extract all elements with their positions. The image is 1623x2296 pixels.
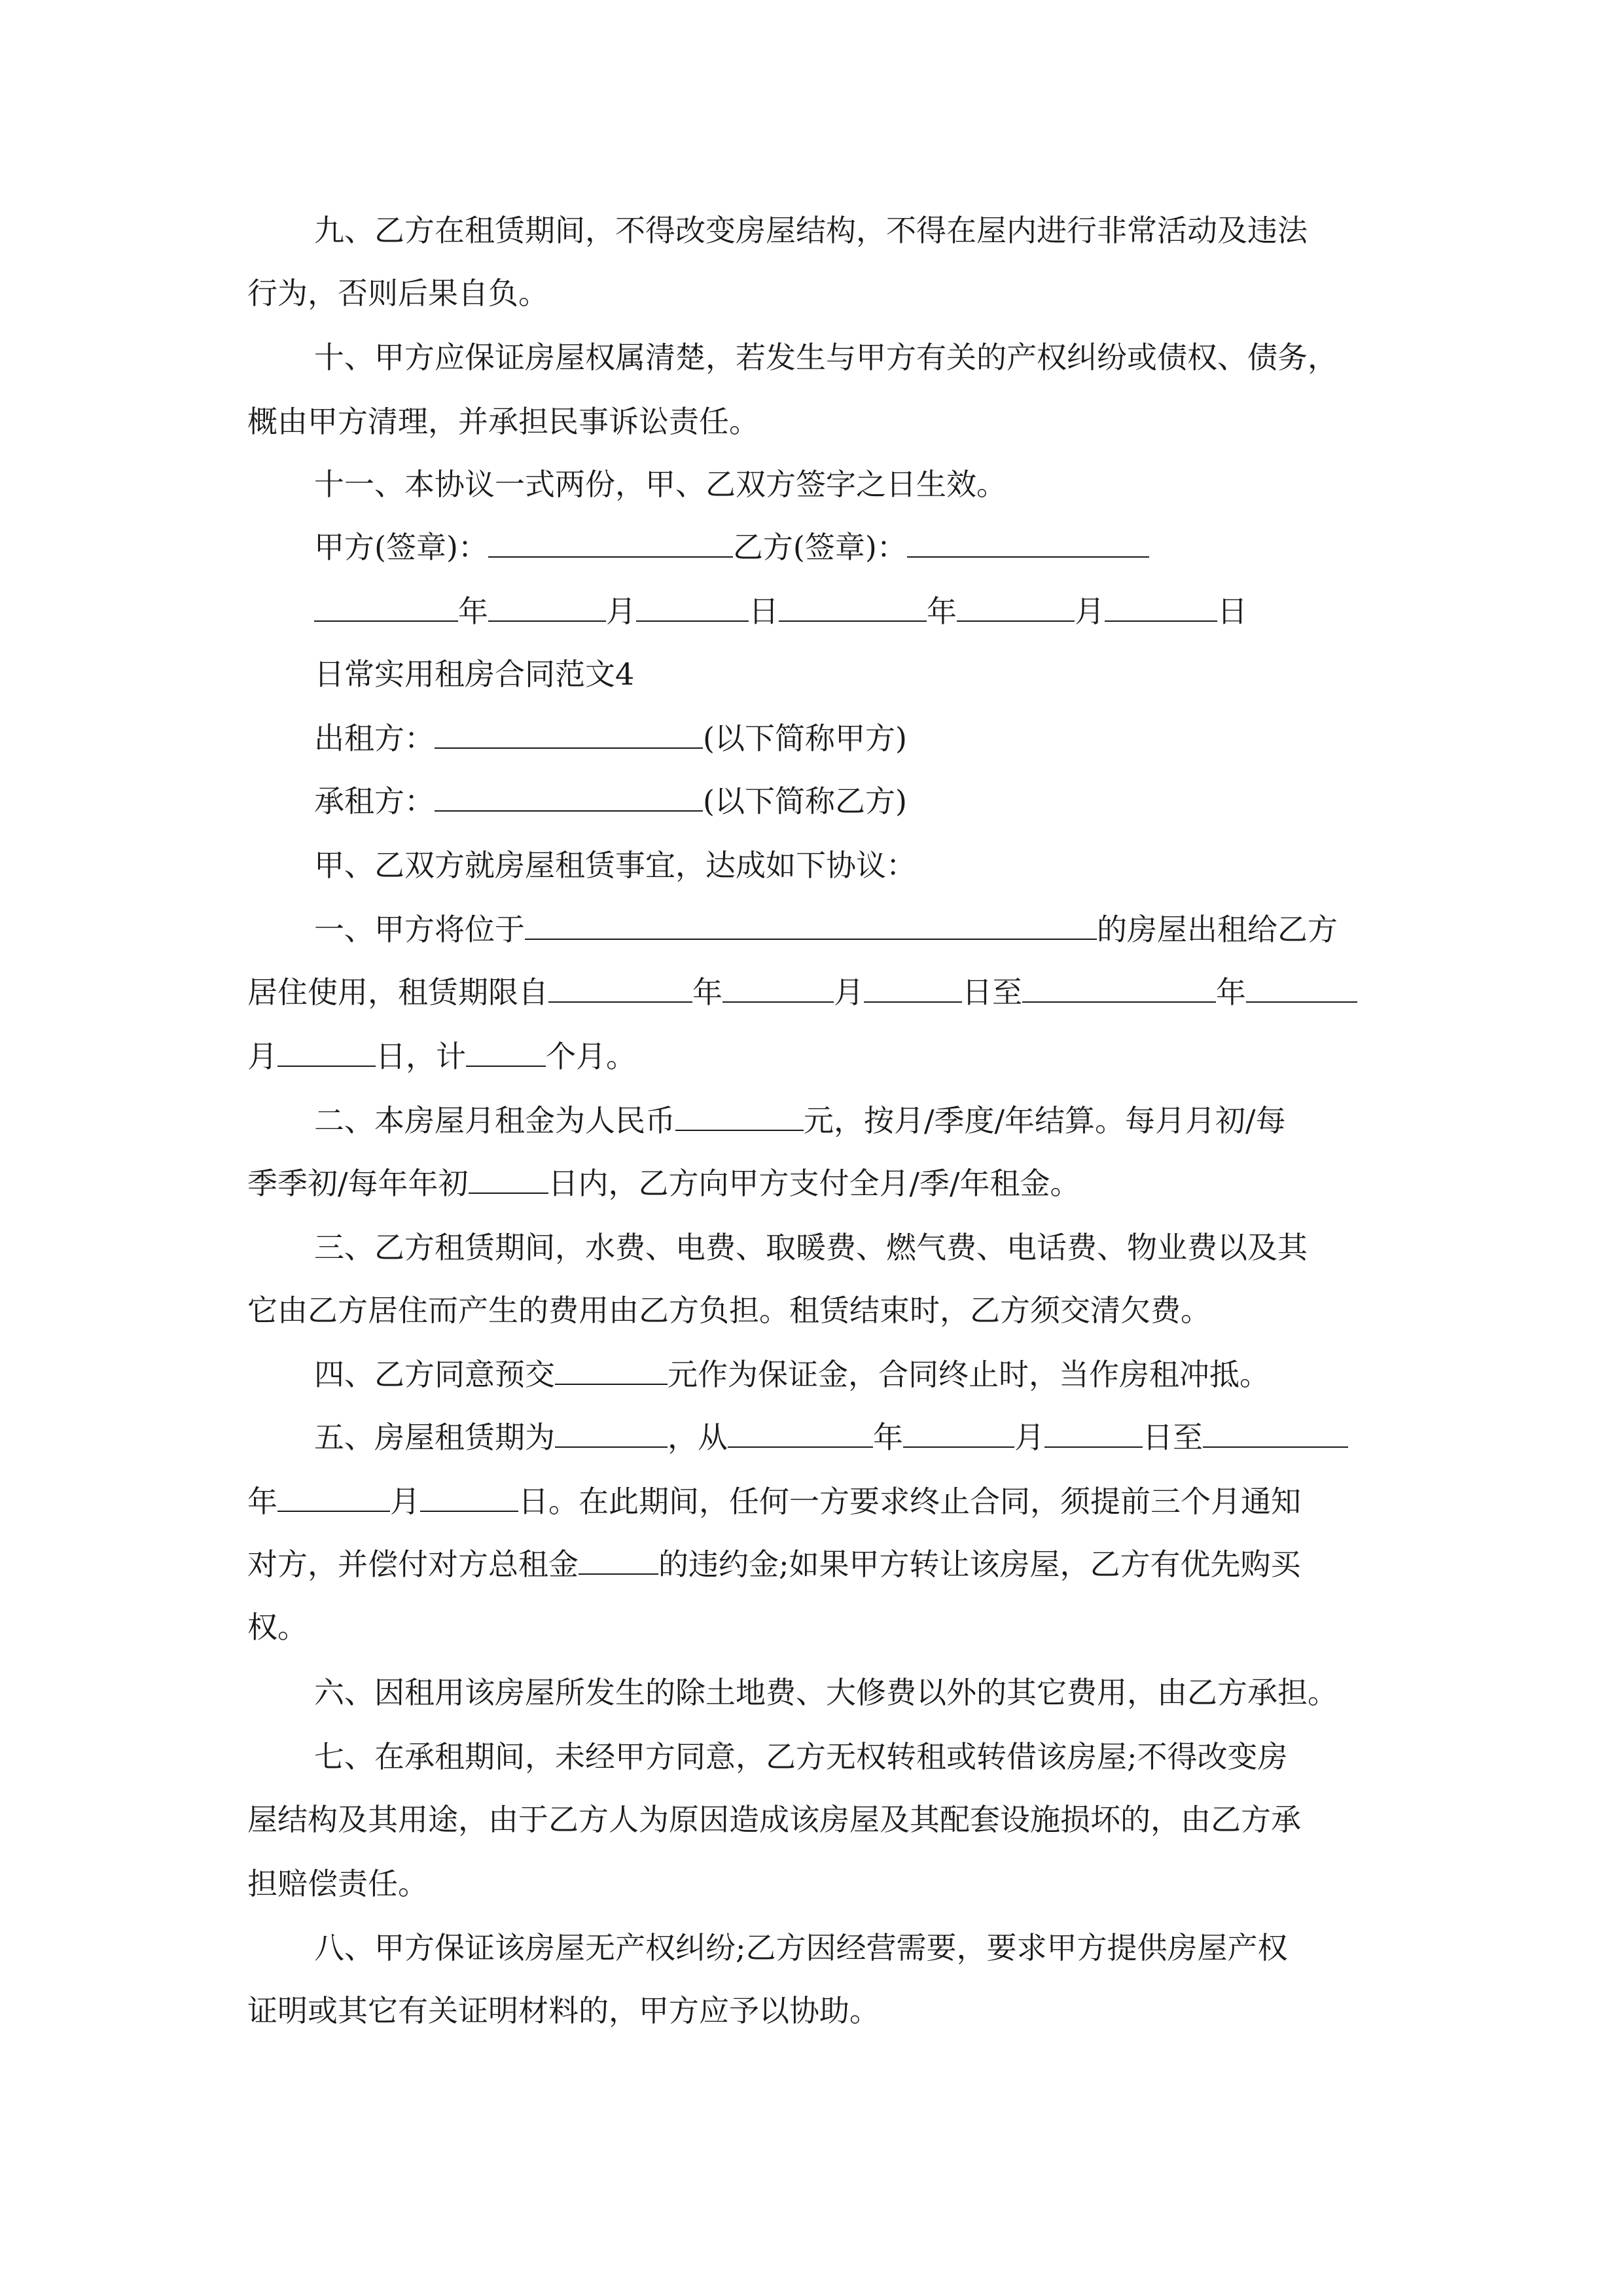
date-blank <box>1246 973 1357 1003</box>
term-blank <box>555 1418 668 1448</box>
party-b-signature-blank <box>907 528 1149 558</box>
clause-5-line-2 <box>247 1482 1301 1521</box>
date-blank <box>636 592 749 622</box>
months-blank <box>466 1037 546 1067</box>
year-label: 年 <box>927 594 957 629</box>
address-blank <box>525 910 1097 940</box>
date-blank <box>277 1482 390 1512</box>
days-blank <box>469 1164 548 1194</box>
clause-7-line-2: 屋结构及其用途，由于乙方人为原因造成该房屋及其配套设施损坏的，由乙方承 <box>247 1802 1301 1837</box>
clause-2-text: 日内，乙方向甲方支付全月/季/年租金。 <box>548 1166 1080 1201</box>
date-blank <box>1022 973 1216 1003</box>
clause-4 <box>314 1355 1270 1394</box>
clause-6: 六、因租用该房屋所发生的除土地费、大修费以外的其它费用，由乙方承担。 <box>314 1675 1338 1710</box>
year-label: 年 <box>873 1420 903 1455</box>
lessee-blank <box>435 781 703 812</box>
lessee-suffix: (以下简称乙方) <box>703 783 907 819</box>
month-label: 月 <box>247 1039 277 1074</box>
date-blank <box>728 1418 873 1448</box>
year-label: 年 <box>1216 975 1246 1010</box>
clause-2-line-1 <box>314 1101 1286 1140</box>
clause-4-text: 元作为保证金，合同终止时，当作房租冲抵。 <box>668 1357 1270 1392</box>
clause-1-line-1 <box>314 910 1338 949</box>
clause-5-line-1 <box>314 1418 1348 1457</box>
clause-1-text: 个月。 <box>546 1039 636 1074</box>
month-label: 月 <box>834 975 864 1010</box>
intro-line: 甲、乙双方就房屋租赁事宜，达成如下协议： <box>314 848 916 883</box>
month-label: 月 <box>606 594 636 629</box>
clause-1-line-2 <box>247 973 1357 1012</box>
year-label: 年 <box>692 975 722 1010</box>
clause-4-text: 四、乙方同意预交 <box>314 1357 555 1392</box>
date-blank <box>779 592 927 622</box>
date-blank <box>1203 1418 1348 1448</box>
year-label: 年 <box>458 594 488 629</box>
deposit-blank <box>555 1355 668 1385</box>
clause-8-line-1: 八、甲方保证该房屋无产权纠纷;乙方因经营需要，要求甲方提供房屋产权 <box>314 1930 1288 1965</box>
clause-9-line-2: 行为，否则后果自负。 <box>247 276 548 311</box>
signature-line <box>314 528 1149 567</box>
date-blank <box>488 592 606 622</box>
clause-5-text: 对方，并偿付对方总租金 <box>247 1547 579 1582</box>
clause-7-line-1: 七、在承租期间，未经甲方同意，乙方无权转租或转借该房屋;不得改变房 <box>314 1739 1288 1774</box>
penalty-blank <box>579 1545 658 1575</box>
month-label: 月 <box>390 1484 420 1519</box>
clause-2-text: 元，按月/季度/年结算。每月月初/每 <box>804 1103 1286 1138</box>
day-label: 日 <box>1217 594 1247 629</box>
clause-11: 十一、本协议一式两份，甲、乙双方签字之日生效。 <box>314 467 1007 502</box>
lessor-blank <box>435 719 703 749</box>
rent-blank <box>675 1101 804 1131</box>
lessor-suffix: (以下简称甲方) <box>703 721 907 756</box>
month-label: 月 <box>1075 594 1105 629</box>
year-label: 年 <box>247 1484 277 1519</box>
clause-1-text: 日，计 <box>376 1039 466 1074</box>
clause-5-text: 的违约金;如果甲方转让该房屋，乙方有优先购买 <box>658 1547 1301 1582</box>
clause-2-text: 季季初/每年年初 <box>247 1166 469 1201</box>
date-blank <box>903 1418 1014 1448</box>
date-blank <box>548 973 692 1003</box>
clause-7-line-3: 担赔偿责任。 <box>247 1866 428 1901</box>
clause-9-line-1: 九、乙方在租赁期间，不得改变房屋结构，不得在屋内进行非常活动及违法 <box>314 213 1308 248</box>
lessor-label: 出租方： <box>314 721 435 756</box>
date-blank <box>722 973 834 1003</box>
clause-5-text: 日至 <box>1143 1420 1203 1455</box>
clause-2-line-2 <box>247 1164 1080 1203</box>
party-b-signature-label: 乙方(签章)： <box>732 529 907 565</box>
clause-1-line-3 <box>247 1037 636 1076</box>
clause-10-line-1: 十、甲方应保证房屋权属清楚，若发生与甲方有关的产权纠纷或债权、债务， <box>314 340 1338 375</box>
section-title: 日常实用租房合同范文4 <box>314 656 635 692</box>
lessor-line <box>314 719 907 758</box>
clause-3-line-1: 三、乙方租赁期间，水费、电费、取暖费、燃气费、电话费、物业费以及其 <box>314 1230 1308 1265</box>
date-blank <box>1044 1418 1143 1448</box>
month-label: 月 <box>1014 1420 1044 1455</box>
clause-10-line-2: 概由甲方清理，并承担民事诉讼责任。 <box>247 404 759 439</box>
signature-date-line <box>314 592 1247 631</box>
clause-5-text: 五、房屋租赁期为 <box>314 1420 555 1455</box>
party-a-signature-blank <box>488 528 733 558</box>
clause-5-text: 日。在此期间，任何一方要求终止合同，须提前三个月通知 <box>518 1484 1301 1519</box>
date-blank <box>277 1037 376 1067</box>
date-blank <box>1105 592 1217 622</box>
clause-8-line-2: 证明或其它有关证明材料的，甲方应予以协助。 <box>247 1993 880 2028</box>
lessee-label: 承租方： <box>314 783 435 819</box>
clause-5-text: ，从 <box>668 1420 728 1455</box>
clause-1-text: 日至 <box>962 975 1022 1010</box>
clause-5-line-3 <box>247 1545 1301 1584</box>
clause-1-text: 的房屋出租给乙方 <box>1097 912 1338 947</box>
date-blank <box>420 1482 518 1512</box>
clause-1-text: 一、甲方将位于 <box>314 912 525 947</box>
clause-3-line-2: 它由乙方居住而产生的费用由乙方负担。租赁结束时，乙方须交清欠费。 <box>247 1293 1211 1328</box>
clause-2-text: 二、本房屋月租金为人民币 <box>314 1103 675 1138</box>
day-label: 日 <box>749 594 779 629</box>
clause-5-line-4: 权。 <box>247 1609 308 1645</box>
clause-1-text: 居住使用，租赁期限自 <box>247 975 548 1010</box>
date-blank <box>314 592 458 622</box>
date-blank <box>864 973 962 1003</box>
date-blank <box>957 592 1075 622</box>
lessee-line <box>314 781 907 821</box>
party-a-signature-label: 甲方(签章)： <box>314 529 488 565</box>
